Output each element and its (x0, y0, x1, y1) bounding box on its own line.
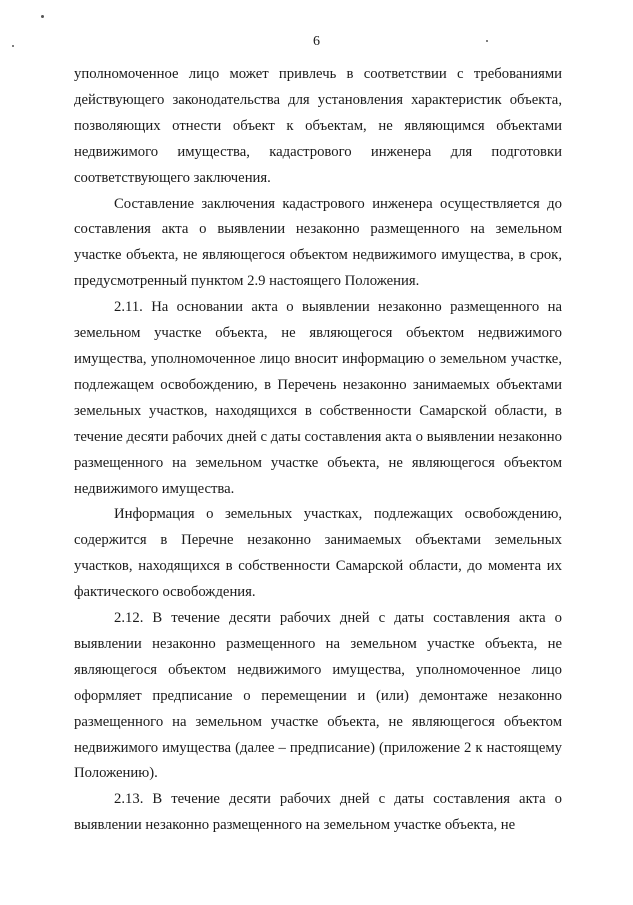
scan-speck (41, 15, 44, 18)
paragraph: Информация о земельных участках, подлежащих освобождению, содержится в Перечне незаконно занимаемых объектами земельных участков, находящихся в собственности Самарской области, до момента их фактического освобождения. (74, 506, 562, 601)
paragraph: уполномоченное лицо может привлечь в соответствии с требованиями действующего законодательства для установления характеристик объекта, позволяющих отнести объект к объектам, не являющимся объектами недвижимого имущества, кадастрового инженера для подготовки соответствующего заключения. (74, 66, 562, 186)
paragraph: 2.13. В течение десяти рабочих дней с даты составления акта о выявлении незаконно размещенного на земельном участке объекта, не (74, 791, 562, 834)
paragraph: 2.12. В течение десяти рабочих дней с даты составления акта о выявлении незаконно размещенного на земельном участке объекта, не являющегося объектом недвижимого имущества, уполномоченное лицо оформляет предписание о перемещении и (или) демонтаже незаконно размещенного на земельном участке объекта, не являющегося объектом недвижимого имущества (далее – предписание) (приложение 2 к настоящему Положению). (74, 610, 562, 782)
document-body (74, 62, 562, 839)
paragraph: 2.11. На основании акта о выявлении незаконно размещенного на земельном участке объекта, не являющегося объектом недвижимого имущества, уполномоченное лицо вносит информацию о земельном участке, подлежащем освобождению, в Перечень незаконно занимаемых объектами земельных участков, находящихся в собственности Самарской области, в течение десяти рабочих дней с даты составления акта о выявлении незаконно размещенного на земельном участке объекта, не являющегося объектом недвижимого имущества. (74, 299, 562, 497)
paragraph: Составление заключения кадастрового инженера осуществляется до составления акта о выявлении незаконно размещенного на земельном участке объекта, не являющегося объектом недвижимого имущества, в срок, предусмотренный пунктом 2.9 настоящего Положения. (74, 195, 562, 290)
page-number: 6 (313, 34, 320, 49)
